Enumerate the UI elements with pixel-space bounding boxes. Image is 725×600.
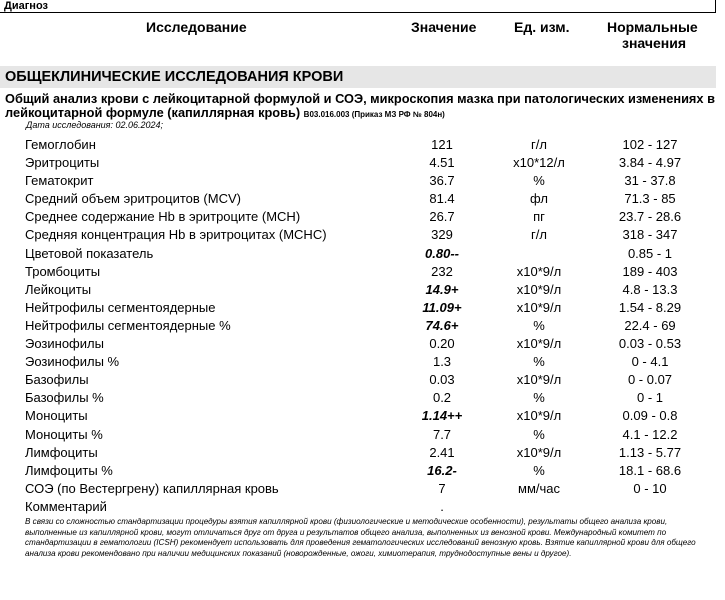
row-unit: % — [533, 354, 545, 370]
row-value: 121 — [431, 137, 453, 152]
section-header — [0, 66, 716, 88]
row-test-name: Средний объем эритроцитов (MCV) — [25, 191, 241, 207]
row-normal-range: 0.85 - 1 — [627, 245, 673, 261]
row-test-name: Базофилы — [25, 372, 89, 388]
row-test-name: Комментарий — [25, 498, 107, 514]
row-value: 7 — [438, 480, 446, 496]
test-title-line2: лейкоцитарной формуле (капиллярная кровь) — [5, 105, 301, 120]
table-row — [0, 480, 725, 498]
row-normal-range: 71.3 - 85 — [624, 191, 676, 207]
row-value: 36.7 — [429, 173, 455, 189]
row-unit: x10*9/л — [516, 336, 562, 352]
row-value: 11.09+ — [422, 299, 462, 315]
row-normal-range: 1.13 - 5.77 — [618, 444, 682, 460]
table-row — [0, 299, 725, 317]
row-normal-range: 102 - 127 — [622, 137, 678, 152]
row-value: 329 — [431, 227, 453, 243]
table-row — [0, 263, 725, 281]
footnote: В связи со сложностью стандартизации процедуры взятия капиллярной крови (физиологические и методические особенности), результаты общего анализа крови, выполненные из капиллярной крови, могут отличаться друг от друга и результатов общего анализа, выполненных из венозной крови. Международный комитет по стандартизации в гематологии (ICSH) рекомендует использовать для проведения гематологических исследований венозную кровь. Взятие капиллярной крови для общего анализа крови рекомендовано при наличии медицинских показаний (новорожденные, ожоги, химиотерапия, труднодоступные вены и другое). — [25, 517, 696, 558]
row-test-name: Лимфоциты — [25, 444, 98, 460]
row-unit: пг — [533, 209, 545, 225]
row-test-name: Цветовой показатель — [25, 245, 154, 261]
row-value: 0.80-- — [425, 245, 459, 261]
row-normal-range: 0 - 0.07 — [627, 372, 673, 388]
table-row — [0, 136, 725, 154]
row-normal-range: 318 - 347 — [622, 227, 678, 243]
row-value: 1.3 — [432, 354, 452, 370]
row-test-name: СОЭ (по Вестергрену) капиллярная кровь — [25, 480, 279, 496]
row-unit: % — [533, 462, 545, 478]
row-test-name: Нейтрофилы сегментоядерные — [25, 299, 216, 315]
row-unit: % — [533, 173, 545, 189]
row-test-name: Средняя концентрация Hb в эритроцитах (MCHC) — [25, 227, 327, 243]
column-header-normal-line2: значения — [622, 35, 686, 51]
row-unit: мм/час — [518, 480, 560, 496]
row-unit: % — [533, 317, 545, 333]
row-normal-range: 22.4 - 69 — [624, 317, 676, 333]
row-normal-range: 23.7 - 28.6 — [618, 209, 682, 225]
table-row — [0, 190, 725, 208]
row-value: 14.9+ — [425, 281, 459, 297]
row-unit: % — [533, 426, 545, 442]
row-normal-range: 3.84 - 4.97 — [618, 155, 682, 171]
row-test-name: Лейкоциты — [25, 281, 92, 297]
results-table — [0, 136, 725, 516]
row-value: 0.20 — [429, 336, 455, 352]
table-row — [0, 208, 725, 226]
row-value: 0.03 — [429, 372, 455, 388]
row-value: 74.6+ — [425, 317, 459, 333]
row-test-name: Эозинофилы — [25, 336, 104, 352]
row-test-name: Гематокрит — [25, 173, 94, 189]
row-unit: x10*9/л — [516, 299, 562, 315]
row-normal-range: 0 - 10 — [633, 480, 667, 496]
row-unit: % — [533, 390, 545, 406]
row-value: 7.7 — [432, 426, 452, 442]
table-row — [0, 498, 725, 516]
column-header-unit: Ед. изм. — [514, 19, 570, 35]
column-header-test: Исследование — [146, 19, 247, 35]
section-title: ОБЩЕКЛИНИЧЕСКИЕ ИССЛЕДОВАНИЯ КРОВИ — [5, 69, 344, 85]
table-row — [0, 154, 725, 172]
row-value: 81.4 — [429, 191, 455, 207]
test-code: B03.016.003 (Приказ МЗ РФ № 804н) — [303, 110, 445, 119]
row-test-name: Моноциты — [25, 408, 88, 424]
row-test-name: Лимфоциты % — [25, 462, 113, 478]
row-value: 2.41 — [429, 444, 455, 460]
table-row — [0, 335, 725, 353]
row-unit: x10*9/л — [516, 281, 562, 297]
row-normal-range: 0 - 4.1 — [631, 354, 669, 370]
table-row — [0, 444, 725, 462]
row-test-name: Нейтрофилы сегментоядерные % — [25, 317, 231, 333]
table-row — [0, 371, 725, 389]
table-row — [0, 281, 725, 299]
row-normal-range: 189 - 403 — [622, 263, 678, 279]
table-row — [0, 226, 725, 244]
table-row — [0, 172, 725, 190]
row-unit: x10*9/л — [516, 408, 562, 424]
table-row — [0, 426, 725, 444]
row-unit: г/л — [531, 137, 547, 152]
row-test-name: Гемоглобин — [25, 137, 96, 152]
row-normal-range: 0.03 - 0.53 — [618, 336, 682, 352]
table-row — [0, 353, 725, 371]
row-test-name: Базофилы % — [25, 390, 104, 406]
column-header-value: Значение — [411, 19, 477, 35]
row-value: 0.2 — [432, 390, 452, 406]
row-value: 16.2- — [427, 462, 457, 478]
row-unit: x10*9/л — [516, 263, 562, 279]
test-title-line1: Общий анализ крови с лейкоцитарной формулой и СОЭ, микроскопия мазка при патологических изменениях в — [5, 91, 715, 106]
row-normal-range: 4.8 - 13.3 — [622, 281, 678, 297]
row-value: 1.14++ — [421, 408, 463, 424]
row-test-name: Эритроциты — [25, 155, 100, 171]
row-unit: x10*9/л — [516, 372, 562, 388]
row-normal-range: 18.1 - 68.6 — [618, 462, 682, 478]
row-value: 4.51 — [429, 155, 455, 171]
row-normal-range: 1.54 - 8.29 — [618, 299, 682, 315]
column-header-normal-line1: Нормальные — [607, 19, 698, 35]
diagnosis-label: Диагноз — [4, 0, 48, 12]
table-row — [0, 407, 725, 425]
row-test-name: Моноциты % — [25, 426, 103, 442]
row-normal-range: 0 - 1 — [636, 390, 664, 406]
row-normal-range: 31 - 37.8 — [624, 173, 676, 189]
row-unit: x10*12/л — [513, 155, 565, 171]
row-normal-range: 0.09 - 0.8 — [622, 408, 678, 424]
row-value: . — [440, 498, 444, 514]
diagnosis-box — [0, 0, 716, 13]
table-row — [0, 389, 725, 407]
table-row — [0, 317, 725, 335]
row-test-name: Тромбоциты — [25, 263, 101, 279]
row-test-name: Среднее содержание Hb в эритроците (MCH) — [25, 209, 301, 225]
row-value: 26.7 — [429, 209, 455, 225]
row-unit: x10*9/л — [516, 444, 562, 460]
study-date: Дата исследования: 02.06.2024; — [26, 120, 164, 130]
row-normal-range: 4.1 - 12.2 — [622, 426, 678, 442]
row-value: 232 — [431, 263, 453, 279]
row-test-name: Эозинофилы % — [25, 354, 120, 370]
table-row — [0, 462, 725, 480]
table-row — [0, 245, 725, 263]
row-unit: г/л — [531, 227, 547, 243]
row-unit: фл — [530, 191, 548, 207]
test-title — [5, 92, 717, 122]
